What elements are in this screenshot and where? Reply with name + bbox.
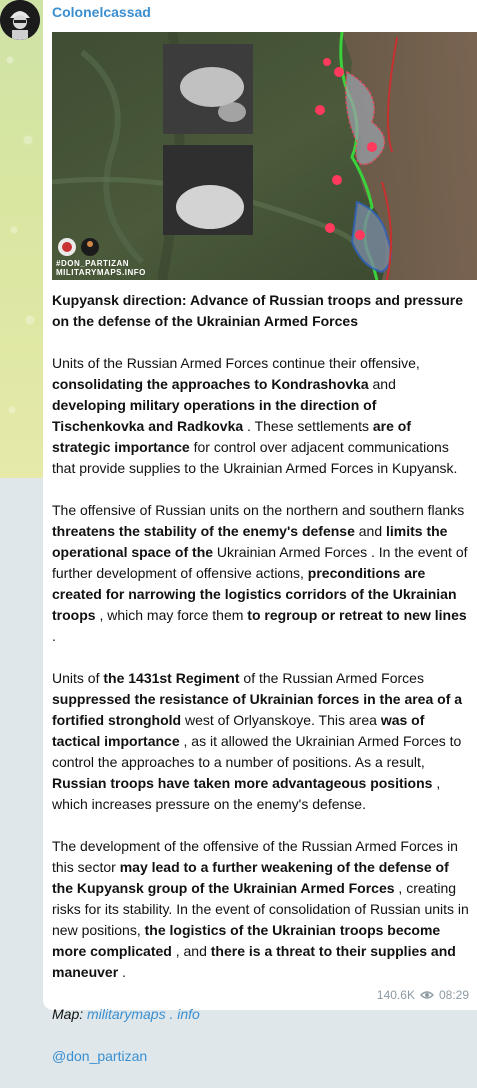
watermark-site: MILITARYMAPS.INFO: [56, 268, 146, 277]
post-title: Kupyansk direction: Advance of Russian troops and pressure on the defense of the Ukrainian Armed Forces: [52, 292, 464, 329]
text-segment: Units of the Russian Armed Forces continue their offensive,: [52, 355, 420, 371]
text-segment: and: [354, 523, 386, 539]
text-segment: .: [52, 628, 56, 644]
paragraph-2: [52, 500, 470, 647]
paragraph-4: [52, 836, 470, 983]
text-segment: Ukrainian Armed Forces . In the event of further development of offensive actions,: [52, 544, 468, 581]
message-time: 08:29: [438, 988, 469, 1002]
text-segment: to regroup or retreat to new lines: [247, 607, 467, 623]
text-segment: threatens the stability of the enemy's defense: [52, 523, 355, 539]
message-bubble: [43, 0, 477, 1064]
text-segment: , as it allowed the Ukrainian Armed Forces to control the approaches to a number of positions. As a result,: [52, 733, 462, 770]
avatar-image: [0, 0, 40, 40]
author-link[interactable]: @don_partizan: [52, 1048, 148, 1064]
text-segment: developing military operations in the direction of Tischenkovka and Radkovka: [52, 397, 377, 434]
text-segment: of the Russian Armed Forces: [239, 670, 424, 686]
paragraph-1: [52, 353, 470, 479]
text-segment: for control over adjacent communications that provide supplies to the Ukrainian Armed Forces in Kupyansk.: [52, 439, 458, 476]
text-segment: the logistics of the Ukrainian troops become more complicated: [52, 922, 441, 959]
text-segment: preconditions are created for narrowing the logistics corridors of the Ukrainian troops: [52, 565, 457, 623]
text-segment: and: [368, 376, 396, 392]
paragraph-3: [52, 668, 470, 815]
text-segment: , creating risks for its stability. In the event of consolidation of Russian units in new positions,: [52, 880, 469, 938]
text-segment: . These settlements: [243, 418, 373, 434]
map-image[interactable]: [52, 32, 477, 280]
chat-wallpaper: [0, 0, 44, 478]
text-segment: the 1431st Regiment: [103, 670, 240, 686]
text-segment: Russian troops have taken more advantageous positions: [52, 775, 433, 791]
map-link[interactable]: militarymaps . info: [87, 1006, 200, 1022]
channel-avatar[interactable]: [0, 0, 40, 40]
text-segment: suppressed the resistance of Ukrainian forces in the area of a fortified stronghold: [52, 691, 463, 728]
text-segment: consolidating the approaches to Kondrashovka: [52, 376, 369, 392]
text-segment: , which increases pressure on the enemy's defense.: [52, 775, 441, 812]
text-segment: limits the operational space of the: [52, 523, 448, 560]
text-segment: The offensive of Russian units on the northern and southern flanks: [52, 502, 465, 518]
map-credit: Map: militarymaps . info: [52, 1006, 200, 1022]
eye-icon: [420, 990, 434, 1000]
watermark-handle: #DON_PARTIZAN: [56, 259, 130, 268]
view-count: 140.6K: [376, 988, 415, 1002]
channel-name[interactable]: Colonelcassad: [52, 4, 151, 20]
map-graphic: [52, 32, 477, 280]
text-segment: The development of the offensive of the Russian Armed Forces in this sector: [52, 838, 458, 875]
text-segment: , which may force them: [95, 607, 248, 623]
text-segment: Units of: [52, 670, 104, 686]
text-segment: .: [118, 964, 126, 980]
text-segment: , and: [171, 943, 211, 959]
author-credit: [52, 1046, 470, 1067]
message-footer: [377, 988, 469, 1002]
text-segment: west of Orlyanskoye. This area: [181, 712, 381, 728]
text-segment: may lead to a further weakening of the defense of the Kupyansk group of the Ukrainian Armed Forces: [52, 859, 449, 896]
text-segment: are of strategic importance: [52, 418, 411, 455]
text-segment: there is a threat to their supplies and maneuver: [52, 943, 456, 980]
post-text: [52, 290, 470, 1088]
text-segment: was of tactical importance: [52, 712, 425, 749]
